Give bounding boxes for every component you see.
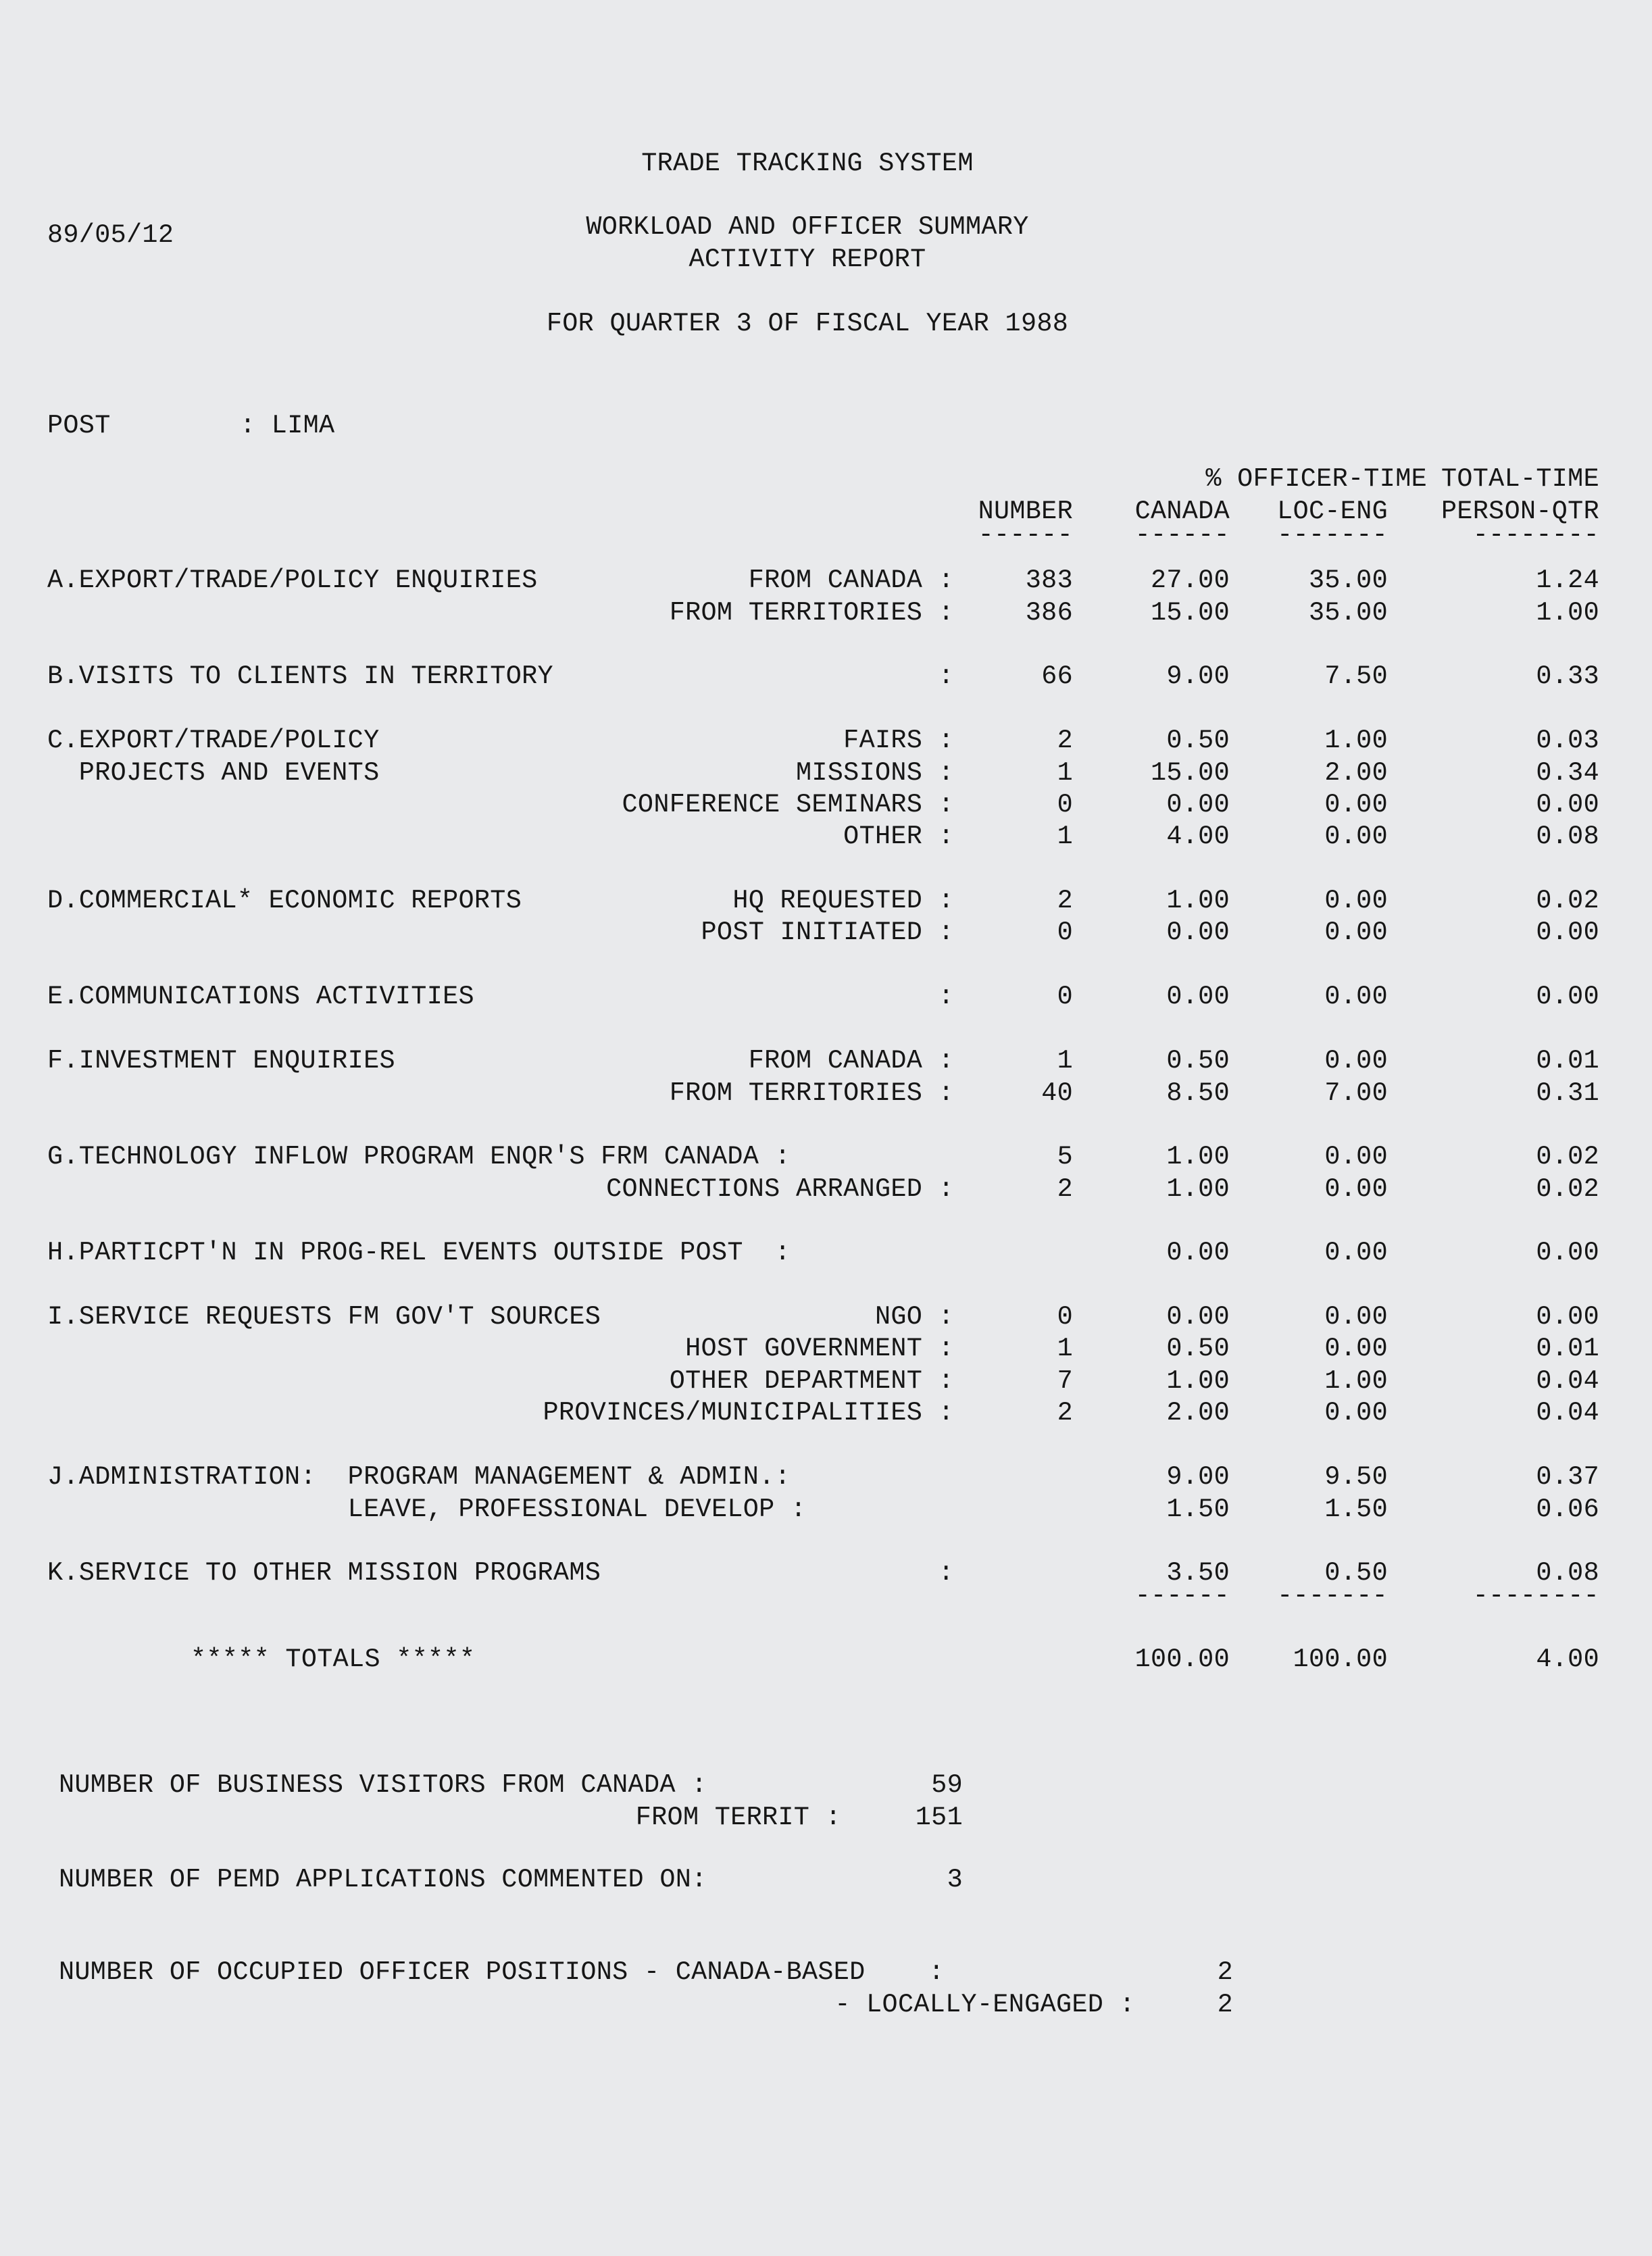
row-canada: 0.50 <box>1166 1046 1230 1076</box>
row-canada: 0.50 <box>1166 726 1230 755</box>
positions-canada-value: 2 <box>1217 1957 1233 1987</box>
row-loc-eng: 7.00 <box>1324 1078 1388 1108</box>
row-sublabel: FROM CANADA : <box>748 1046 954 1076</box>
row-canada: 0.00 <box>1166 1302 1230 1332</box>
row-canada: 1.00 <box>1166 1174 1230 1204</box>
col-person-qtr: PERSON-QTR <box>1441 497 1599 526</box>
totals-loc-eng: 100.00 <box>1293 1645 1388 1674</box>
row-number: 0 <box>1057 918 1073 947</box>
row-person-qtr: 0.03 <box>1536 726 1599 755</box>
row-person-qtr: 0.08 <box>1536 822 1599 851</box>
row-canada: 15.00 <box>1150 758 1230 788</box>
row-sublabel: FAIRS : <box>843 726 954 755</box>
row-number: 1 <box>1057 1334 1073 1363</box>
row-label: G.TECHNOLOGY INFLOW PROGRAM ENQR'S FRM CANADA : <box>47 1142 791 1172</box>
row-label: B.VISITS TO CLIENTS IN TERRITORY <box>47 661 553 691</box>
totals-person-qtr-underline: -------- <box>1472 1581 1599 1611</box>
row-sublabel: FROM CANADA : <box>748 566 954 595</box>
row-canada: 0.00 <box>1166 1238 1230 1268</box>
row-loc-eng: 0.00 <box>1324 1238 1388 1268</box>
visitors-territ-value: 151 <box>915 1803 963 1832</box>
row-number: 5 <box>1057 1142 1073 1172</box>
row-number: 1 <box>1057 1046 1073 1076</box>
row-canada: 9.00 <box>1166 1462 1230 1492</box>
row-loc-eng: 0.00 <box>1324 886 1388 916</box>
row-label: A.EXPORT/TRADE/POLICY ENQUIRIES <box>47 566 538 595</box>
row-person-qtr: 0.34 <box>1536 758 1599 788</box>
row-person-qtr: 0.00 <box>1536 790 1599 820</box>
row-sublabel: NGO : <box>874 1302 954 1332</box>
post-value: : LIMA <box>240 411 335 441</box>
row-loc-eng: 0.00 <box>1324 1302 1388 1332</box>
col-canada-underline: ------ <box>1134 520 1230 550</box>
totals-loc-eng-underline: ------- <box>1277 1581 1388 1611</box>
positions-label: NUMBER OF OCCUPIED OFFICER POSITIONS - CANADA-BASED : <box>59 1957 945 1987</box>
row-loc-eng: 2.00 <box>1324 758 1388 788</box>
row-person-qtr: 0.37 <box>1536 1462 1599 1492</box>
row-number: 0 <box>1057 982 1073 1011</box>
row-number: 66 <box>1041 661 1073 691</box>
row-label: C.EXPORT/TRADE/POLICY <box>47 726 380 755</box>
col-officer-time-group: % OFFICER-TIME <box>1205 464 1427 494</box>
row-loc-eng: 0.00 <box>1324 1398 1388 1428</box>
row-loc-eng: 0.00 <box>1324 1142 1388 1172</box>
row-sublabel: CONNECTIONS ARRANGED : <box>606 1174 954 1204</box>
row-person-qtr: 0.02 <box>1536 1174 1599 1204</box>
row-canada: 2.00 <box>1166 1398 1230 1428</box>
row-number: 2 <box>1057 886 1073 916</box>
col-loc-eng: LOC-ENG <box>1277 497 1388 526</box>
row-loc-eng: 0.00 <box>1324 1174 1388 1204</box>
col-canada: CANADA <box>1134 497 1230 526</box>
report-date: 89/05/12 <box>47 220 174 250</box>
visitors-label: NUMBER OF BUSINESS VISITORS FROM CANADA : <box>59 1770 707 1800</box>
row-person-qtr: 0.33 <box>1536 661 1599 691</box>
row-loc-eng: 0.00 <box>1324 1046 1388 1076</box>
row-label: I.SERVICE REQUESTS FM GOV'T SOURCES <box>47 1302 601 1332</box>
report-title-1: WORKLOAD AND OFFICER SUMMARY <box>586 212 1029 242</box>
row-loc-eng: 1.00 <box>1324 1366 1388 1396</box>
row-number: 2 <box>1057 1398 1073 1428</box>
row-person-qtr: 1.24 <box>1536 566 1599 595</box>
row-person-qtr: 0.00 <box>1536 1238 1599 1268</box>
post-label: POST <box>47 411 111 441</box>
col-loc-eng-underline: ------- <box>1277 520 1388 550</box>
pemd-value: 3 <box>947 1865 963 1895</box>
row-loc-eng: 0.00 <box>1324 790 1388 820</box>
row-number: 1 <box>1057 822 1073 851</box>
row-sublabel: MISSIONS : <box>795 758 954 788</box>
row-canada: 15.00 <box>1150 598 1230 628</box>
report-period: FOR QUARTER 3 OF FISCAL YEAR 1988 <box>546 309 1069 339</box>
totals-canada: 100.00 <box>1134 1645 1230 1674</box>
row-label: F.INVESTMENT ENQUIRIES <box>47 1046 395 1076</box>
row-canada: 0.00 <box>1166 918 1230 947</box>
row-person-qtr: 0.00 <box>1536 918 1599 947</box>
row-canada: 1.50 <box>1166 1495 1230 1524</box>
row-loc-eng: 0.50 <box>1324 1558 1388 1588</box>
totals-canada-underline: ------ <box>1134 1581 1230 1611</box>
row-canada: 0.00 <box>1166 982 1230 1011</box>
row-sublabel: OTHER : <box>843 822 954 851</box>
visitors-territ-label: FROM TERRIT : <box>635 1803 841 1832</box>
row-number: 386 <box>1025 598 1073 628</box>
row-sublabel: CONFERENCE SEMINARS : <box>622 790 954 820</box>
row-label: J.ADMINISTRATION: PROGRAM MANAGEMENT & ADMIN.: <box>47 1462 791 1492</box>
row-number: 0 <box>1057 1302 1073 1332</box>
row-canada: 3.50 <box>1166 1558 1230 1588</box>
row-loc-eng: 0.00 <box>1324 1334 1388 1363</box>
row-canada: 4.00 <box>1166 822 1230 851</box>
row-loc-eng: 1.50 <box>1324 1495 1388 1524</box>
row-loc-eng: 35.00 <box>1308 598 1388 628</box>
row-person-qtr: 0.00 <box>1536 982 1599 1011</box>
positions-local-value: 2 <box>1217 1990 1233 2020</box>
row-loc-eng: 0.00 <box>1324 982 1388 1011</box>
row-canada: 0.00 <box>1166 790 1230 820</box>
row-label: D.COMMERCIAL* ECONOMIC REPORTS <box>47 886 522 916</box>
row-sublabel: OTHER DEPARTMENT : <box>669 1366 954 1396</box>
row-label: LEAVE, PROFESSIONAL DEVELOP : <box>47 1495 807 1524</box>
row-label: K.SERVICE TO OTHER MISSION PROGRAMS <box>47 1558 601 1588</box>
row-canada: 1.00 <box>1166 1142 1230 1172</box>
row-canada: 1.00 <box>1166 886 1230 916</box>
row-person-qtr: 0.04 <box>1536 1366 1599 1396</box>
row-sublabel: PROVINCES/MUNICIPALITIES : <box>543 1398 954 1428</box>
row-number: 1 <box>1057 758 1073 788</box>
row-sublabel: : <box>938 1558 954 1588</box>
row-person-qtr: 0.00 <box>1536 1302 1599 1332</box>
totals-label: ***** TOTALS ***** <box>191 1645 476 1674</box>
row-sublabel: FROM TERRITORIES : <box>669 598 954 628</box>
row-canada: 0.50 <box>1166 1334 1230 1363</box>
positions-local-label: - LOCALLY-ENGAGED : <box>834 1990 1135 2020</box>
row-number: 383 <box>1025 566 1073 595</box>
col-number: NUMBER <box>978 497 1073 526</box>
report-title-2: ACTIVITY REPORT <box>689 245 926 274</box>
row-person-qtr: 0.01 <box>1536 1334 1599 1363</box>
row-person-qtr: 0.04 <box>1536 1398 1599 1428</box>
totals-person-qtr: 4.00 <box>1536 1645 1599 1674</box>
row-sublabel: : <box>938 982 954 1011</box>
visitors-canada-value: 59 <box>931 1770 963 1800</box>
row-number: 40 <box>1041 1078 1073 1108</box>
row-number: 2 <box>1057 1174 1073 1204</box>
row-canada: 1.00 <box>1166 1366 1230 1396</box>
row-loc-eng: 1.00 <box>1324 726 1388 755</box>
row-person-qtr: 0.08 <box>1536 1558 1599 1588</box>
row-canada: 27.00 <box>1150 566 1230 595</box>
row-sublabel: POST INITIATED : <box>701 918 954 947</box>
row-label: H.PARTICPT'N IN PROG-REL EVENTS OUTSIDE POST : <box>47 1238 791 1268</box>
col-person-qtr-underline: -------- <box>1472 520 1599 550</box>
row-loc-eng: 0.00 <box>1324 822 1388 851</box>
row-number: 7 <box>1057 1366 1073 1396</box>
row-sublabel: : <box>938 661 954 691</box>
row-sublabel: HOST GOVERNMENT : <box>685 1334 954 1363</box>
row-loc-eng: 0.00 <box>1324 918 1388 947</box>
row-label: PROJECTS AND EVENTS <box>47 758 380 788</box>
row-loc-eng: 35.00 <box>1308 566 1388 595</box>
pemd-label: NUMBER OF PEMD APPLICATIONS COMMENTED ON: <box>59 1865 707 1895</box>
col-total-time: TOTAL-TIME <box>1441 464 1599 494</box>
row-canada: 8.50 <box>1166 1078 1230 1108</box>
row-sublabel: HQ REQUESTED : <box>732 886 954 916</box>
row-person-qtr: 0.06 <box>1536 1495 1599 1524</box>
row-label: E.COMMUNICATIONS ACTIVITIES <box>47 982 474 1011</box>
row-number: 2 <box>1057 726 1073 755</box>
row-person-qtr: 1.00 <box>1536 598 1599 628</box>
row-sublabel: FROM TERRITORIES : <box>669 1078 954 1108</box>
row-person-qtr: 0.02 <box>1536 886 1599 916</box>
row-loc-eng: 7.50 <box>1324 661 1388 691</box>
col-number-underline: ------ <box>978 520 1073 550</box>
system-title: TRADE TRACKING SYSTEM <box>641 149 974 178</box>
row-person-qtr: 0.02 <box>1536 1142 1599 1172</box>
row-canada: 9.00 <box>1166 661 1230 691</box>
row-person-qtr: 0.31 <box>1536 1078 1599 1108</box>
row-person-qtr: 0.01 <box>1536 1046 1599 1076</box>
row-number: 0 <box>1057 790 1073 820</box>
row-loc-eng: 9.50 <box>1324 1462 1388 1492</box>
